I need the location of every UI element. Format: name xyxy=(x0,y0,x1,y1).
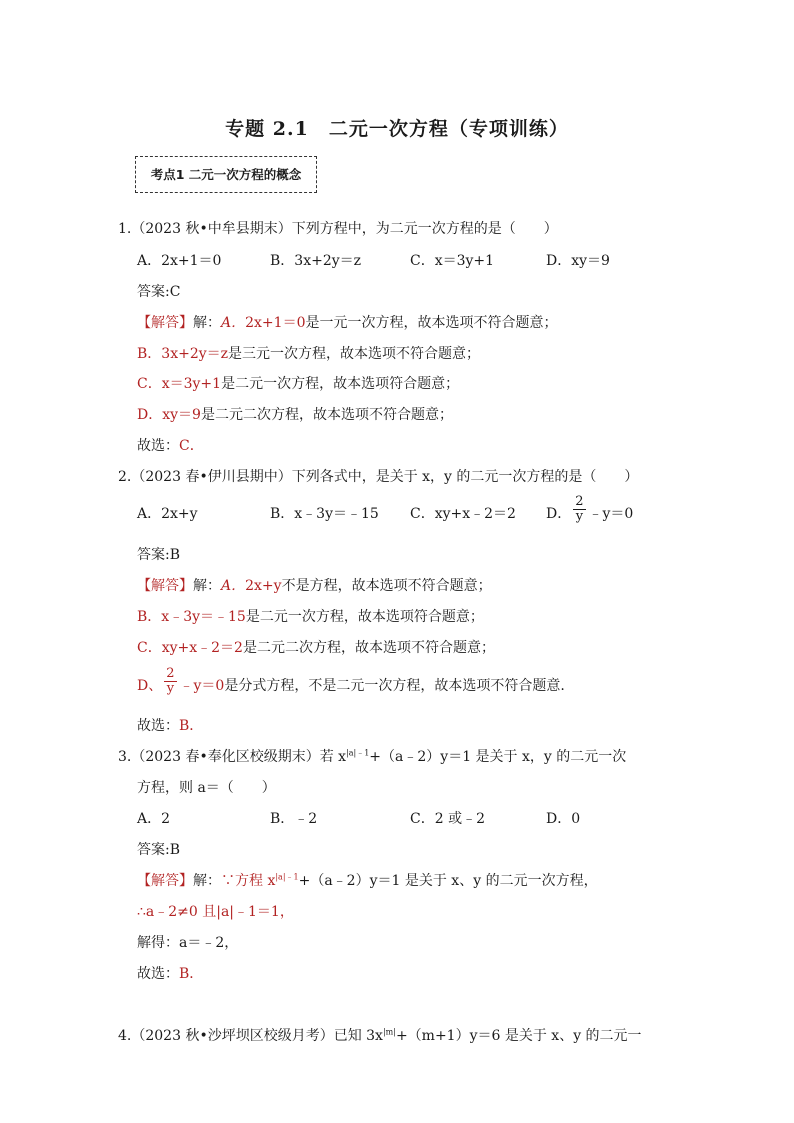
choice-value: B． xyxy=(179,966,204,982)
answer-line xyxy=(137,840,180,860)
solution-label: 【解答】 xyxy=(137,315,193,331)
answer-line xyxy=(137,282,180,302)
solution-prefix: B． xyxy=(137,346,162,362)
option-b: B．x﹣3y＝﹣15 xyxy=(270,506,379,522)
solution-expr: xy+x﹣2＝2 xyxy=(161,640,243,656)
choice-value: C． xyxy=(179,438,204,454)
option-c: C．2 或﹣2 xyxy=(410,811,485,827)
question-text: +（a﹣2）y＝1 是关于 x，y 的二元一次 xyxy=(369,749,627,765)
answer-line xyxy=(137,545,180,565)
choice-label: 故选： xyxy=(137,438,179,454)
solution-prefix: D、 xyxy=(137,678,163,694)
solution-text: +（a﹣2）y＝1 是关于 x、y 的二元一次方程， xyxy=(298,873,598,889)
fraction-denominator: y xyxy=(166,680,175,696)
fraction xyxy=(164,667,176,696)
solution-expr: 2x+y xyxy=(245,578,282,594)
solution-prefix: C． xyxy=(137,640,162,656)
question-text: （2023 春•奉化区校级期末）若 x xyxy=(131,749,347,765)
question-2-stem xyxy=(118,467,638,487)
solution-label: 【解答】 xyxy=(137,873,193,889)
answer-value: B xyxy=(169,842,181,858)
solution-text: 是一元一次方程，故本选项不符合题意； xyxy=(305,315,558,331)
solution-line xyxy=(137,374,459,394)
option-b: B．3x+2y＝z xyxy=(270,253,362,269)
answer-value: C xyxy=(169,284,181,300)
solution-prefix: D． xyxy=(137,407,163,423)
option-c: C．x＝3y+1 xyxy=(410,253,495,269)
solution-line xyxy=(137,665,565,696)
solution-text: 不是方程，故本选项不符合题意； xyxy=(281,578,492,594)
solution-text: 是二元一次方程，故本选项符合题意； xyxy=(245,609,484,625)
solution-expr: 3x+2y＝z xyxy=(161,346,229,362)
solution-expr: xy＝9 xyxy=(162,407,201,423)
answer-prefix: 答案: xyxy=(137,284,170,300)
question-text: （2023 秋•沙坪坝区校级月考）已知 3x xyxy=(131,1028,383,1044)
fraction-numerator: 2 xyxy=(166,665,175,681)
exponent: |a|﹣1 xyxy=(275,872,299,882)
answer-value: B xyxy=(169,547,181,563)
solution-line xyxy=(137,871,598,891)
choice-label: 故选： xyxy=(137,718,179,734)
choice-line xyxy=(137,964,203,984)
solution-text: 是二元二次方程，故本选项不符合题意； xyxy=(200,407,453,423)
solution-expr: 2x+1＝0 xyxy=(245,315,306,331)
choice-label: 故选： xyxy=(137,966,179,982)
question-2-options xyxy=(137,493,634,524)
choice-value: B． xyxy=(179,718,204,734)
solution-text: 是三元一次方程，故本选项不符合题意； xyxy=(228,346,481,362)
option-a: A．2 xyxy=(137,811,171,827)
question-text: +（m+1）y＝6 是关于 x、y 的二元一 xyxy=(395,1028,642,1044)
question-number: 4. xyxy=(118,1028,132,1044)
option-d: D．0 xyxy=(546,811,581,827)
solution-expr: x﹣3y＝﹣15 xyxy=(161,609,246,625)
question-4-stem xyxy=(118,1026,642,1046)
choice-line xyxy=(137,716,203,736)
question-number: 2. xyxy=(118,469,132,485)
option-d: D．xy＝9 xyxy=(546,253,610,269)
solution-prefix: A． xyxy=(221,315,246,331)
question-1-stem xyxy=(118,219,558,239)
section-label-box: 考点1 二元一次方程的概念 xyxy=(135,156,317,193)
solution-line xyxy=(137,638,495,658)
fraction-numerator: 2 xyxy=(575,493,584,509)
exponent: |a|﹣1 xyxy=(346,748,370,758)
option-d: D． $\frac{2}{y}$ ﹣y＝0 xyxy=(546,493,634,524)
answer-prefix: 答案: xyxy=(137,842,170,858)
solution-line xyxy=(137,405,453,425)
question-1-options xyxy=(137,251,610,271)
solution-line xyxy=(137,607,484,627)
solution-line: 解得：a＝﹣2， xyxy=(137,935,239,951)
solution-text: 是二元一次方程，故本选项符合题意； xyxy=(221,376,460,392)
question-text: （2023 秋•中牟县期末）下列方程中，为二元一次方程的是（ ） xyxy=(131,221,558,237)
question-number: 3. xyxy=(118,749,132,765)
option-c: C．xy+x﹣2＝2 xyxy=(410,506,516,522)
solution-expr: x＝3y+1 xyxy=(161,376,222,392)
solution-text: 是分式方程，不是二元一次方程，故本选项不符合题意. xyxy=(224,678,565,694)
option-b: B．﹣2 xyxy=(270,811,318,827)
solution-expr: ﹣y＝0 xyxy=(179,678,225,694)
solution-line xyxy=(137,344,480,364)
solution-prefix: A． xyxy=(221,578,246,594)
exponent: |m| xyxy=(382,1027,396,1037)
solution-jie: 解： xyxy=(193,578,221,594)
solution-label: 【解答】 xyxy=(137,578,193,594)
question-3-stem-line2: 方程，则 a＝（ ） xyxy=(137,780,276,796)
question-text: （2023 春•伊川县期中）下列各式中，是关于 x，y 的二元一次方程的是（ ） xyxy=(131,469,639,485)
solution-line xyxy=(137,576,492,596)
fraction xyxy=(573,495,585,524)
answer-prefix: 答案: xyxy=(137,547,170,563)
question-3-stem xyxy=(118,747,626,767)
fraction-denominator: y xyxy=(575,508,584,524)
solution-text: 是二元二次方程，故本选项不符合题意； xyxy=(242,640,495,656)
page-title: 专题 2.1 二元一次方程（专项训练） xyxy=(225,118,569,140)
question-number: 1. xyxy=(118,221,132,237)
solution-line xyxy=(137,313,557,333)
option-a: A．2x+1＝0 xyxy=(137,253,222,269)
solution-expr: ∵方程 x xyxy=(221,873,276,889)
solution-prefix: C． xyxy=(137,376,162,392)
option-a: A．2x+y xyxy=(137,506,198,522)
solution-prefix: B． xyxy=(137,609,162,625)
choice-line xyxy=(137,436,204,456)
solution-line: ∴a﹣2≠0 且|a|﹣1＝1， xyxy=(137,904,294,920)
solution-jie: 解： xyxy=(193,315,221,331)
question-3-options xyxy=(137,809,580,829)
solution-jie: 解： xyxy=(193,873,221,889)
